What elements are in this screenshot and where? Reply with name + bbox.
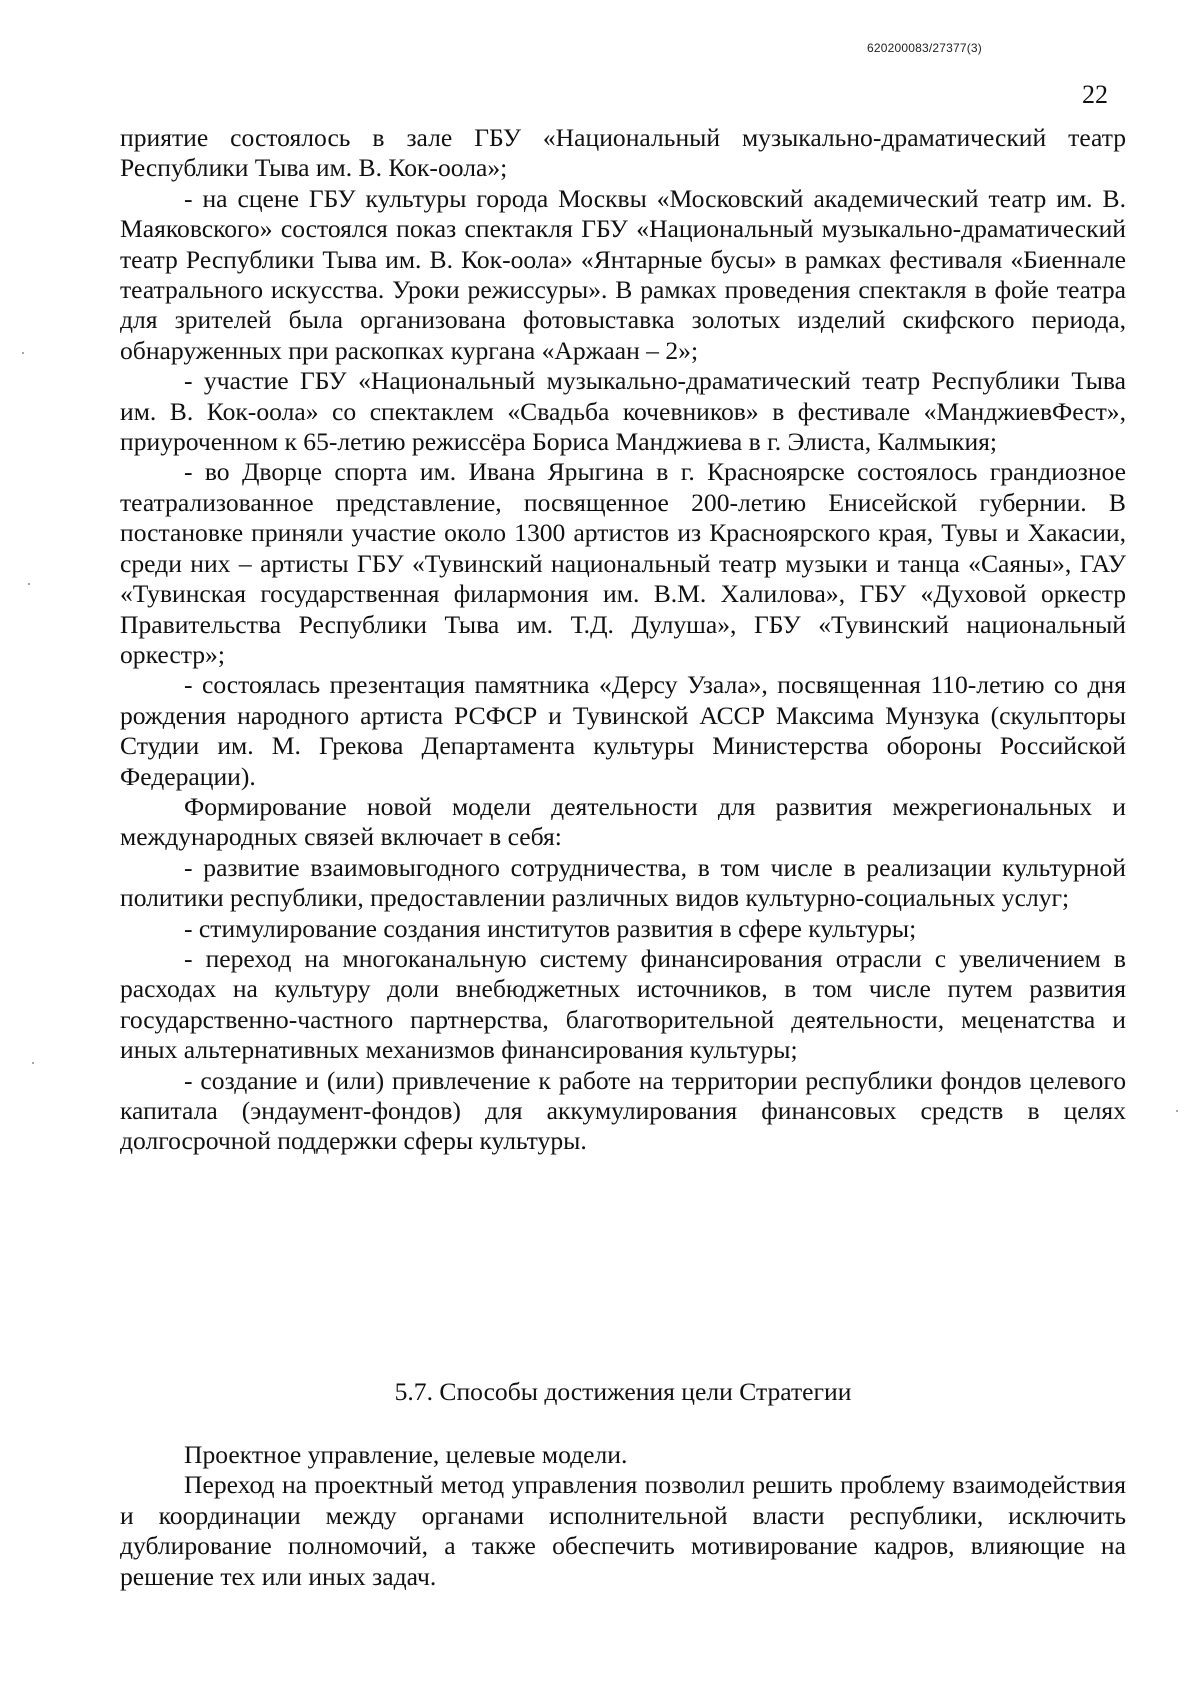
paragraph: Проектное управление, целевые модели. <box>184 1440 628 1469</box>
document-id: 620200083/27377(3) <box>866 41 982 55</box>
paragraph: - переход на многоканальную систему финансирования отрасли с увеличением в расходах на культуру доли внебюджетных источников, в том числе путем развития государственно-частного партнерства, благотворительной деятельности, меценатства и иных альтернативных механизмов финансирования культуры; <box>120 943 1126 1065</box>
paragraph: - стимулирование создания институтов развития в сфере культуры; <box>184 913 917 943</box>
paragraph: Переход на проектный метод управления позволил решить проблему взаимодействия и координации между органами исполнительной власти республики, исключить дублирование полномочий, а также обеспечить мотивирование кадров, влияющие на решение тех или иных задач. <box>120 1470 1126 1591</box>
paragraph: Формирование новой модели деятельности для развития межрегиональных и международных связей включает в себя: <box>120 791 1126 852</box>
page-number: 22 <box>1082 80 1108 109</box>
paragraph: - во Дворце спорта им. Ивана Ярыгина в г. Красноярске состоялось грандиозное театрализованное представление, посвященное 200-летию Енисейской губернии. В постановке приняли участие около 1300 артистов из Красноярского края, Тувы и Хакасии, среди них – артисты ГБУ «Тувинский национальный театр музыки и танца «Саяны», ГАУ «Тувинская государственная филармония им. В.М. Халилова», ГБУ «Духовой оркестр Правительства Республики Тыва им. Т.Д. Дулуша», ГБУ «Тувинский национальный оркестр»; <box>120 457 1126 669</box>
paragraph: - участие ГБУ «Национальный музыкально-драматический театр Республики Тыва им. В. Кок-оола» со спектаклем «Свадьба кочевников» в фестивале «МанджиевФест», приуроченном к 65-летию режиссёра Бориса Манджиева в г. Элиста, Калмыкия; <box>120 366 1126 457</box>
body-text <box>120 123 1126 1157</box>
section-heading: 5.7. Способы достижения цели Стратегии <box>394 1377 852 1406</box>
paragraph: - развитие взаимовыгодного сотрудничества, в том числе в реализации культурной политики республики, предоставлении различных видов культурно-социальных услуг; <box>120 852 1126 913</box>
scan-speck <box>1176 1110 1178 1112</box>
paragraph: приятие состоялось в зале ГБУ «Национальный музыкально-драматический театр Республики Тыва им. В. Кок-оола»; <box>120 123 1126 183</box>
scan-speck <box>22 352 24 354</box>
paragraph: - состоялась презентация памятника «Дерсу Узала», посвященная 110-летию со дня рождения народного артиста РСФСР и Тувинской АССР Максима Мунзука (скульпторы Студии им. М. Грекова Департамента культуры Министерства обороны Российской Федерации). <box>120 670 1126 791</box>
scan-speck <box>32 1062 34 1064</box>
section-text <box>120 1440 1126 1592</box>
scan-speck <box>28 583 30 585</box>
paragraph: - на сцене ГБУ культуры города Москвы «Московский академический театр им. В. Маяковского» состоялся показ спектакля ГБУ «Национальный музыкально-драматический театр Республики Тыва им. В. Кок-оола» «Янтарные бусы» в рамках фестиваля «Биеннале театрального искусства. Уроки режиссуры». В рамках проведения спектакля в фойе театра для зрителей была организована фотовыставка золотых изделий скифского периода, обнаруженных при раскопках кургана «Аржаан – 2»; <box>120 183 1126 365</box>
paragraph: - создание и (или) привлечение к работе на территории республики фондов целевого капитала (эндаумент-фондов) для аккумулирования финансовых средств в целях долгосрочной поддержки сферы культуры. <box>120 1065 1126 1156</box>
